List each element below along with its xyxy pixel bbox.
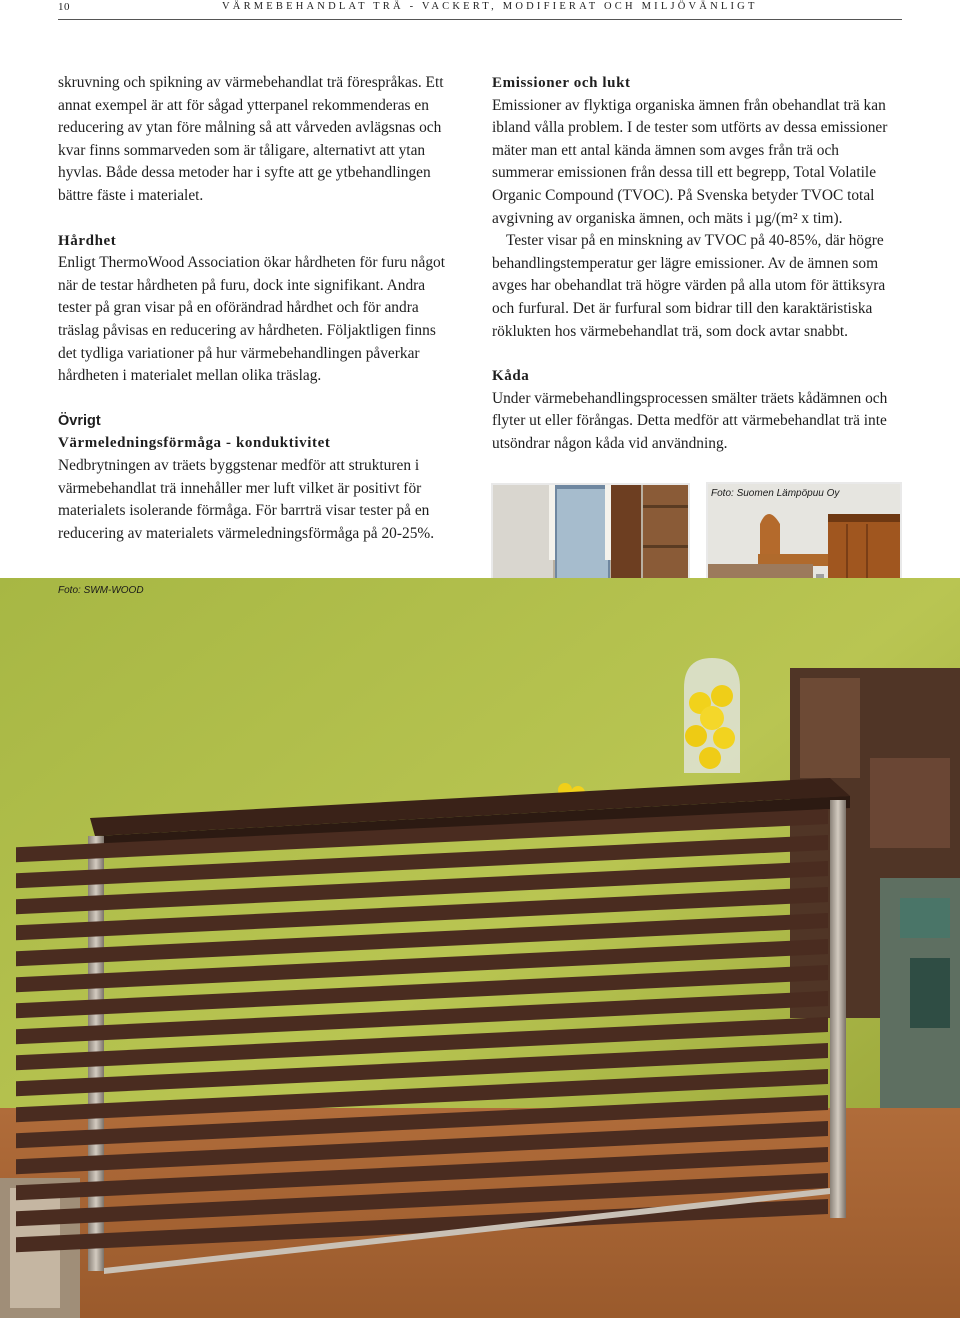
running-title: VÄRMEBEHANDLAT TRÄ - VACKERT, MODIFIERAT OCH MILJÖVÄNLIGT bbox=[222, 1, 758, 12]
left-column bbox=[58, 72, 450, 545]
konduktivitet-heading: Värmeledningsförmåga - konduktivitet bbox=[58, 435, 331, 452]
page-header bbox=[58, 0, 902, 20]
kada-heading: Kåda bbox=[492, 368, 530, 385]
emissioner-paragraph-1: Emissioner av flyktiga organiska ämnen från obehandlat trä kan ibland vålla problem. I de tester som utförts av dessa emissioner mäter man ett antal kända ämnen som avges från trä och summerar emissionen från dessa till ett begrepp, Total Volatile Organic Compound (TVOC). På Svenska betyder TVOC total avgivning av organiska ämnen, och mäts i µg/(m² x tim). bbox=[492, 96, 888, 227]
bedroom-photo-caption: Foto: Suomen Lämpöpuu Oy bbox=[711, 488, 840, 499]
main-photo-caption: Foto: SWM-WOOD bbox=[58, 585, 144, 596]
page-number: 10 bbox=[58, 1, 70, 13]
hardhet-paragraph: Enligt ThermoWood Association ökar hårdheten för furu något när de testar hårdheten på furu, dock inte signifikant. Andra tester på gran visar på en oförändrad hårdhet och för andra träslag påvisas en reducering av hårdheten. Följaktligen finns det tydliga variationer på hur värmebehandlingen påverkar hårdheten i materialet mellan olika träslag. bbox=[58, 254, 445, 385]
radiator-cover-illustration bbox=[0, 578, 960, 1318]
intro-paragraph: skruvning och spikning av värmebehandlat trä förespråkas. Ett annat exempel är att för sågad ytterpanel rekommenderas en reducering av ytan före målning så att vårveden avlägsnas och kvar finns sommarveden som är tåligare, alternativt att ytan hyvlas. Både dessa metoder har i syfte att ge ytbehandlingen bättre fäste i materialet. bbox=[58, 74, 444, 204]
hardhet-heading: Hårdhet bbox=[58, 232, 117, 249]
konduktivitet-paragraph: Nedbrytningen av träets byggstenar medför att strukturen i värmebehandlat trä innehåller mer luft vilket är positivt för materialets isolerande förmåga. För barrträ visar tester på en reducering av materialets värmeledningsförmåga på 20-25%. bbox=[58, 456, 435, 542]
emissioner-heading: Emissioner och lukt bbox=[492, 75, 631, 91]
radiator-cover-photo bbox=[0, 578, 960, 1318]
emissioner-paragraph-2: Tester visar på en minskning av TVOC på 40-85%, där högre behandlingstemperatur ger lägre emissioner. Av de ämnen som avges har obehandlat trä högre värden på alla utom för ättiksyra och furfural. Det är furfural som bidrar till den karaktäristiska röklukten hos värmebehandlat trä, som dock avtar snabbt. bbox=[492, 232, 886, 340]
kada-paragraph: Under värmebehandlingsprocessen smälter träets kådämnen och flyter ut eller förångas. Detta medför att värmebehandlat trä inte utsöndrar någon kåda vid användning. bbox=[492, 389, 888, 452]
ovrigt-heading: Övrigt bbox=[58, 412, 101, 429]
right-column bbox=[492, 72, 904, 456]
